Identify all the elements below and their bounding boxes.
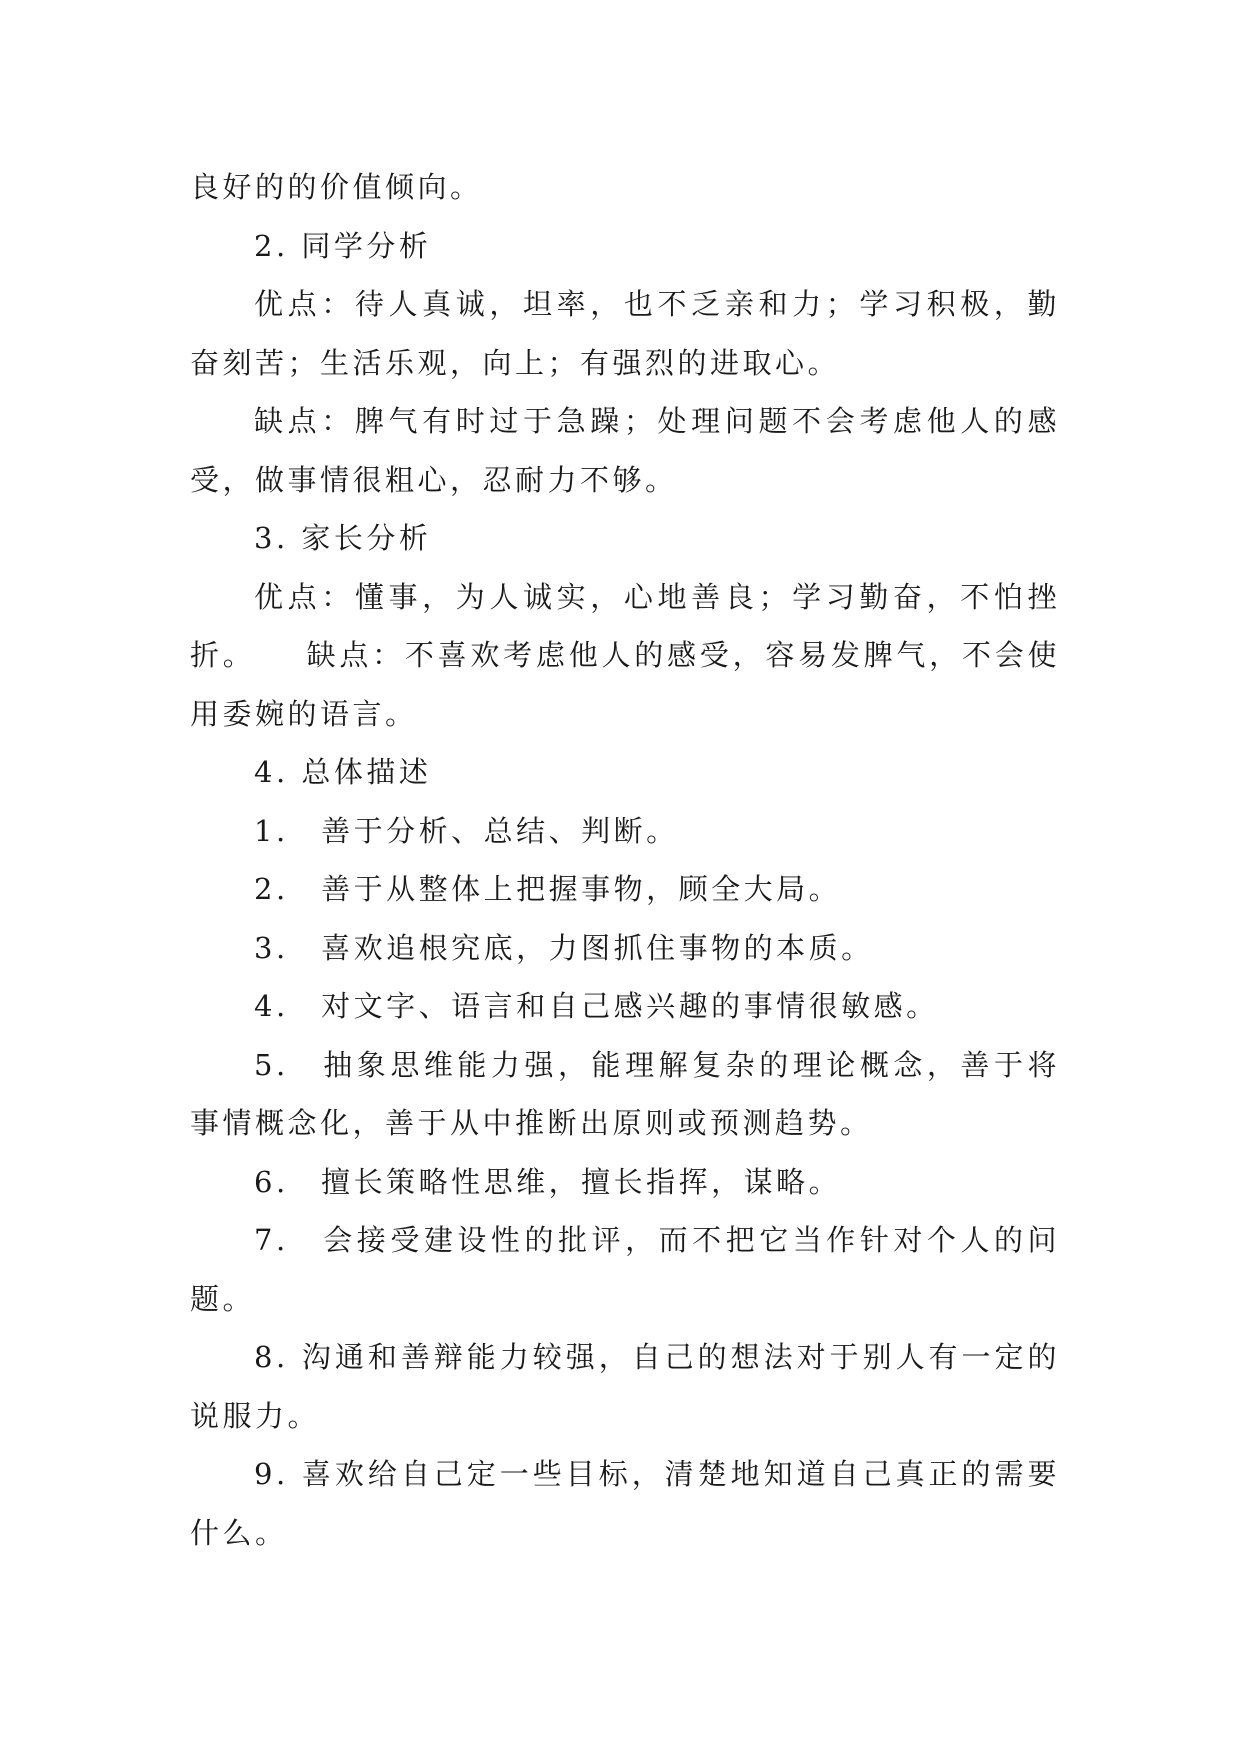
paragraph-classmate-weaknesses: 缺点：脾气有时过于急躁；处理问题不会考虑他人的感受，做事情很粗心，忍耐力不够。 bbox=[190, 404, 1060, 497]
list-item-8: 8. 沟通和善辩能力较强，自己的想法对于别人有一定的说服力。 bbox=[190, 1340, 1060, 1433]
list-item-3: 3. 喜欢追根究底，力图抓住事物的本质。 bbox=[254, 930, 874, 965]
list-item-5: 5. 抽象思维能力强，能理解复杂的理论概念，善于将事情概念化，善于从中推断出原则或预测趋势。 bbox=[190, 1047, 1060, 1140]
list-item-2: 2. 善于从整体上把握事物，顾全大局。 bbox=[254, 872, 842, 906]
heading-classmate-analysis: 2. 同学分析 bbox=[254, 228, 432, 263]
list-item-9: 9. 喜欢给自己定一些目标，清楚地知道自己真正的需要什么。 bbox=[190, 1457, 1060, 1550]
heading-overall-description: 4. 总体描述 bbox=[254, 755, 432, 789]
list-item-6: 6. 擅长策略性思维，擅长指挥，谋略。 bbox=[254, 1164, 842, 1199]
heading-parent-analysis: 3. 家长分析 bbox=[254, 521, 432, 555]
paragraph-classmate-strengths: 优点：待人真诚，坦率，也不乏亲和力；学习积极，勤奋刻苦；生活乐观，向上；有强烈的进取心。 bbox=[190, 287, 1060, 380]
paragraph-value-orientation: 良好的的价值倾向。 bbox=[190, 170, 483, 204]
list-item-4: 4. 对文字、语言和自己感兴趣的事情很敏感。 bbox=[254, 989, 939, 1023]
document-body bbox=[190, 158, 1060, 1562]
paragraph-parent-evaluation: 优点：懂事，为人诚实，心地善良；学习勤奋，不怕挫折。 缺点：不喜欢考虑他人的感受，容易发脾气，不会使用委婉的语言。 bbox=[190, 579, 1060, 731]
list-item-1: 1. 善于分析、总结、判断。 bbox=[254, 813, 679, 848]
list-item-7: 7. 会接受建设性的批评，而不把它当作针对个人的问题。 bbox=[190, 1223, 1060, 1316]
